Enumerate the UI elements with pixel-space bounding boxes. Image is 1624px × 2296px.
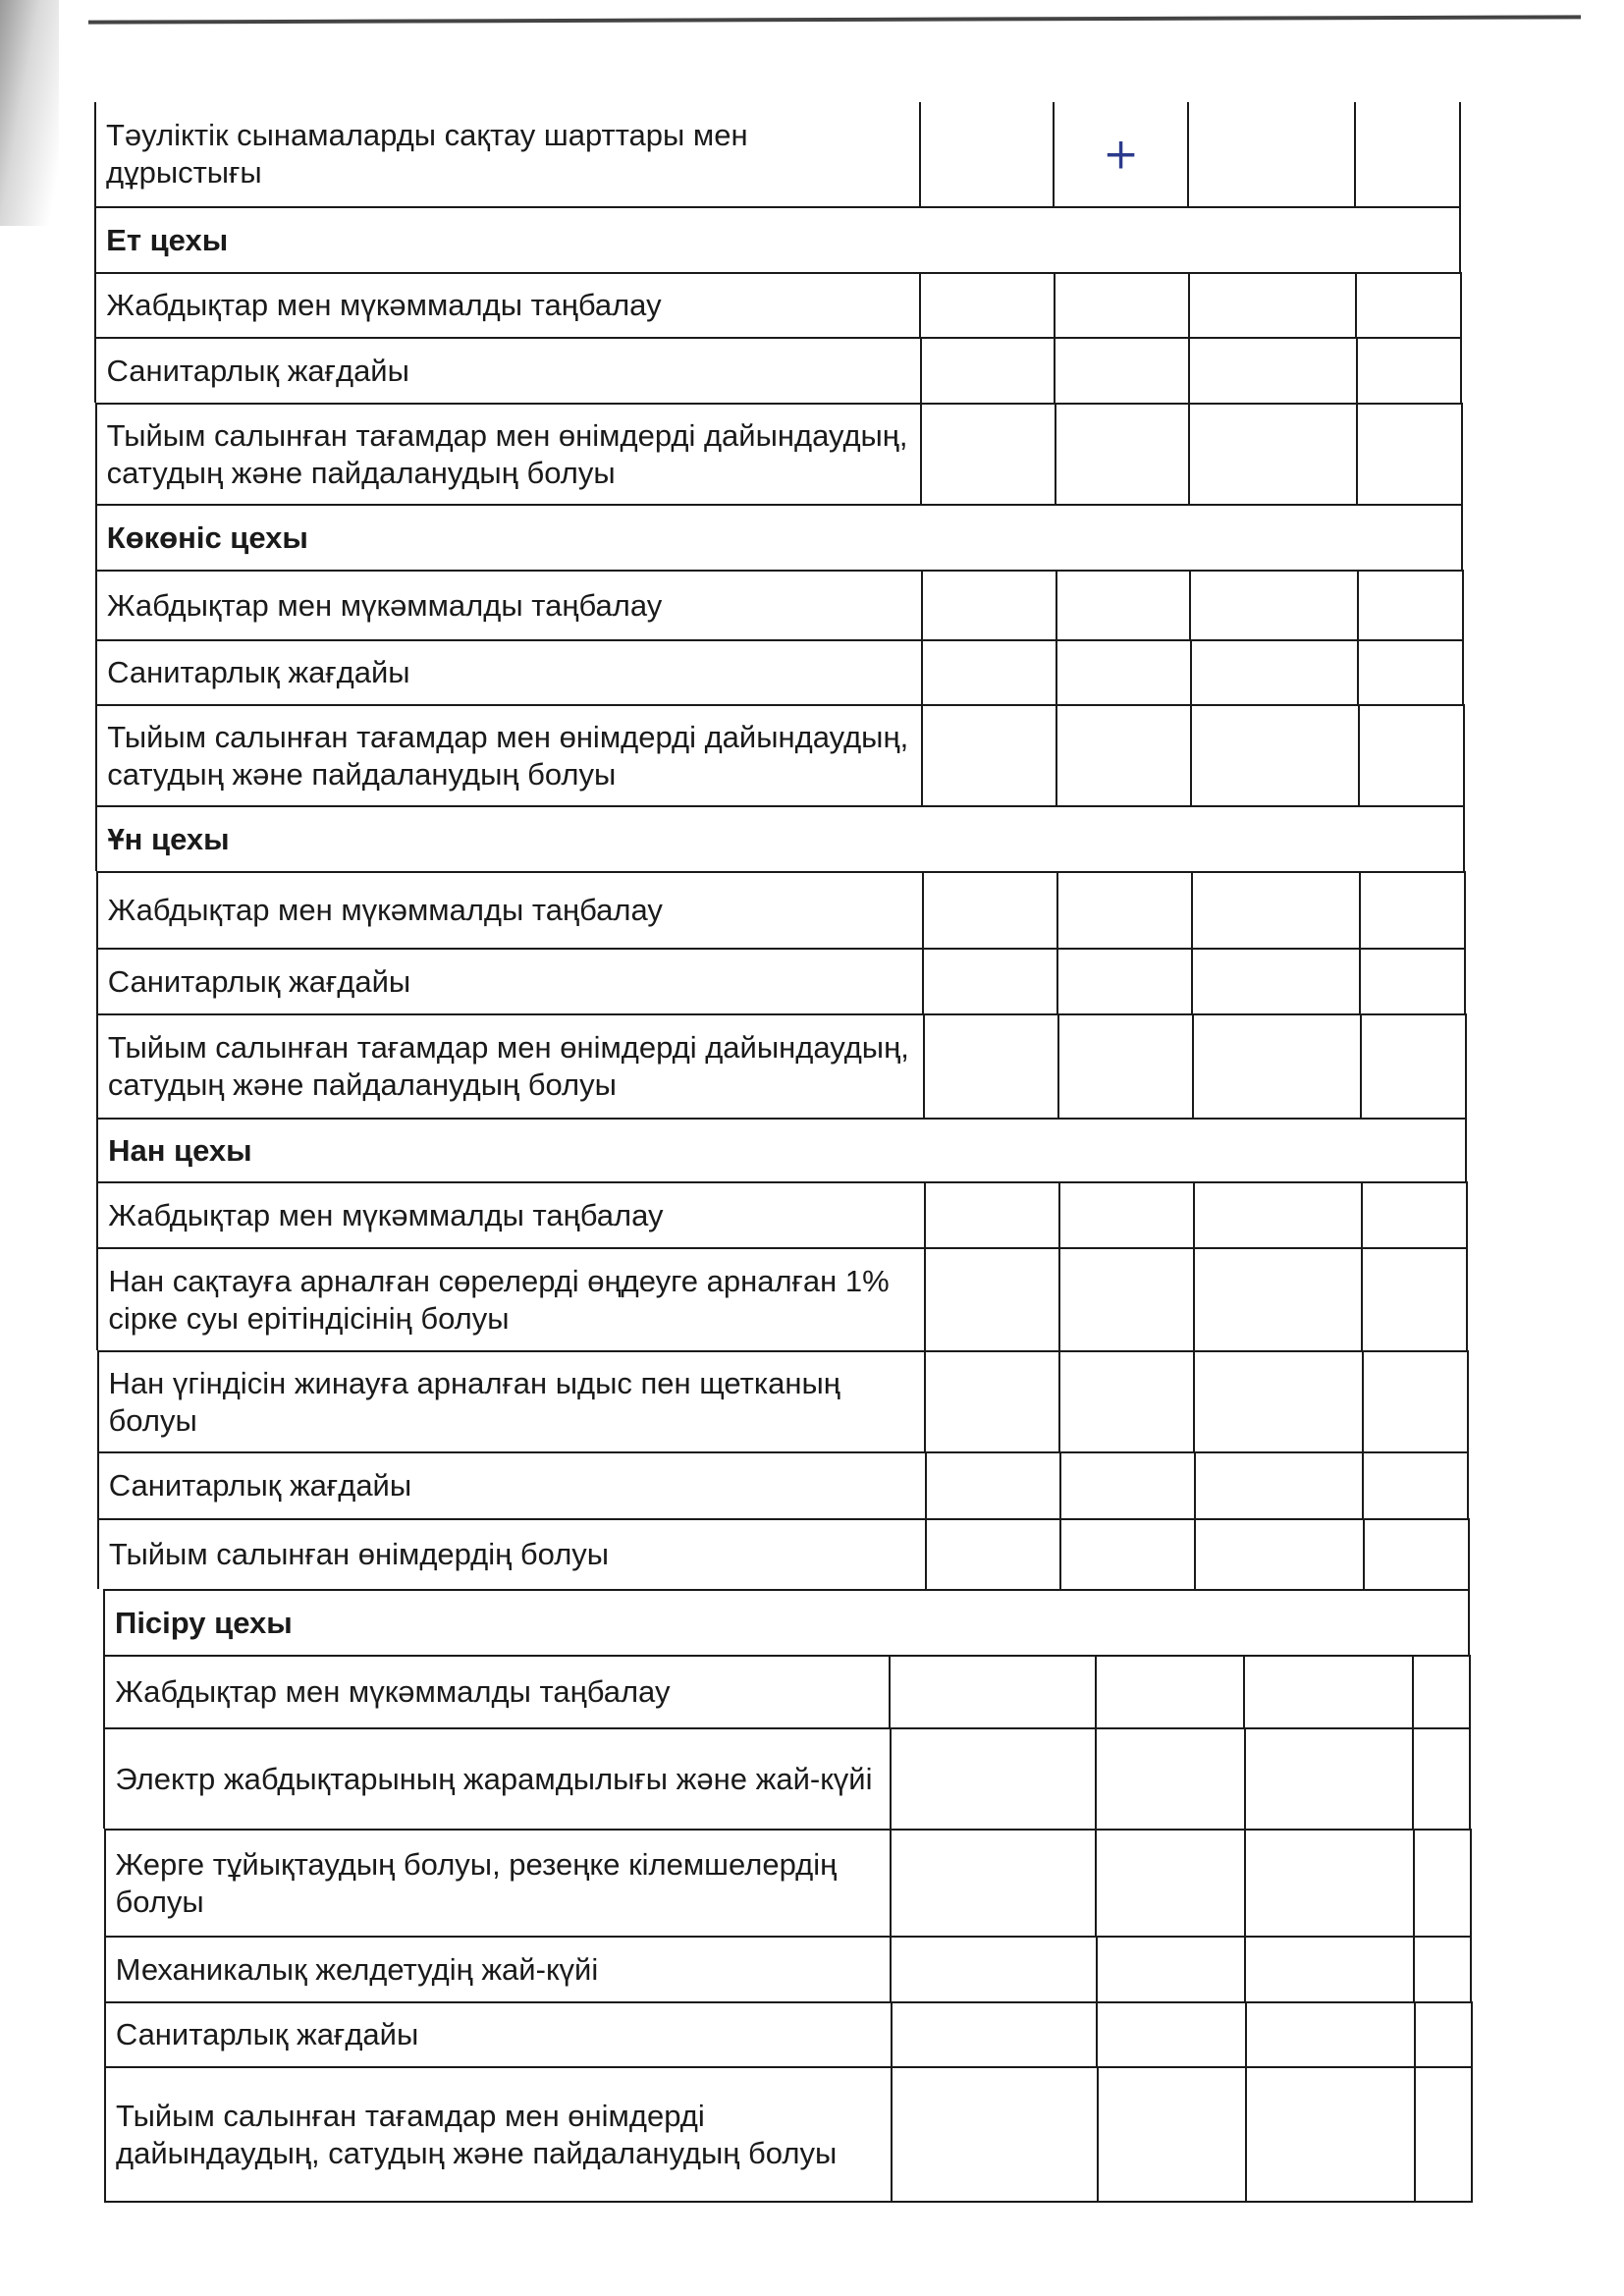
- check-cell[interactable]: [1362, 1352, 1467, 1451]
- check-cell[interactable]: [1414, 2003, 1471, 2066]
- check-cell[interactable]: [922, 950, 1056, 1013]
- table-row: [94, 272, 1462, 337]
- table-row: [104, 2066, 1473, 2203]
- table-row: [95, 639, 1464, 704]
- check-cell[interactable]: [1359, 950, 1464, 1013]
- check-cell[interactable]: [1056, 572, 1190, 639]
- check-cell[interactable]: [924, 1249, 1058, 1350]
- check-cell[interactable]: [925, 1520, 1059, 1589]
- check-cell[interactable]: [1412, 1729, 1469, 1829]
- table-row: [95, 403, 1463, 504]
- check-cell[interactable]: [1412, 1657, 1469, 1727]
- table-row: [96, 1181, 1467, 1247]
- check-cell[interactable]: [921, 572, 1056, 639]
- check-cell[interactable]: [1191, 873, 1359, 948]
- check-cell[interactable]: [1189, 572, 1357, 639]
- check-cell[interactable]: [1194, 1520, 1362, 1589]
- criterion-text: Санитарлық жағдайы: [108, 1468, 412, 1503]
- criterion-text: Тыйым салынған өнімдердің болуы: [108, 1537, 610, 1571]
- check-cell[interactable]: [1414, 2068, 1471, 2201]
- check-cell[interactable]: [1244, 1831, 1413, 1936]
- section-header-row: [94, 206, 1461, 272]
- criterion-text: Жабдықтар мен мүкәммалды таңбалау: [107, 893, 663, 927]
- check-cell[interactable]: [1056, 641, 1190, 704]
- criterion-text: Тыйым салынған тағамдар мен өнімдерді дайындаудың, сатудың және пайдаланудың болуы: [107, 719, 909, 792]
- table-row: [104, 1936, 1472, 2001]
- table-row: [94, 337, 1462, 403]
- criterion-text: Электр жабдықтарының жарамдылығы және жай-күйі: [115, 1761, 873, 1796]
- scan-shadow: [0, 0, 59, 226]
- check-cell[interactable]: [1095, 1657, 1244, 1727]
- check-cell[interactable]: [1245, 2003, 1414, 2066]
- check-cell[interactable]: [1190, 706, 1358, 805]
- check-cell[interactable]: [921, 641, 1056, 704]
- check-cell[interactable]: [1413, 1831, 1470, 1936]
- page-edge-rule: [88, 15, 1581, 24]
- handwritten-mark: +: [1103, 129, 1139, 180]
- check-cell[interactable]: [1244, 1729, 1413, 1829]
- check-cell[interactable]: [1056, 873, 1191, 948]
- table-row: [104, 1829, 1472, 1936]
- check-cell[interactable]: [889, 1657, 1094, 1727]
- check-cell[interactable]: [1059, 1520, 1194, 1589]
- section-title: Ет цехы: [106, 222, 229, 257]
- check-cell[interactable]: [920, 339, 1055, 403]
- check-cell[interactable]: [1359, 873, 1464, 948]
- table-row: [103, 1655, 1470, 1727]
- criterion-text: Жабдықтар мен мүкәммалды таңбалау: [106, 288, 662, 322]
- table-row: [96, 1247, 1468, 1350]
- table-row: [97, 1518, 1470, 1589]
- criterion-text: Жабдықтар мен мүкәммалды таңбалау: [108, 1197, 664, 1232]
- criterion-text: Жерге тұйықтаудың болуы, резеңке кілемшелердің болуы: [115, 1846, 838, 1919]
- check-cell[interactable]: [1194, 1453, 1362, 1518]
- check-cell[interactable]: [1096, 2003, 1245, 2066]
- check-cell[interactable]: [1354, 102, 1459, 206]
- criterion-text: Тыйым салынған тағамдар мен өнімдерді дайындаудың, сатудың және пайдаланудың болуы: [106, 417, 908, 490]
- check-cell[interactable]: [1193, 1183, 1361, 1247]
- table-row: [95, 704, 1465, 805]
- check-cell[interactable]: [1095, 1831, 1244, 1936]
- check-cell[interactable]: [1058, 1249, 1193, 1350]
- check-cell[interactable]: [1096, 1938, 1245, 2001]
- check-cell[interactable]: [1187, 102, 1355, 206]
- section-header-row: [95, 504, 1464, 570]
- check-cell[interactable]: [1244, 1938, 1413, 2001]
- table-row: [97, 1350, 1469, 1451]
- check-cell[interactable]: [1357, 641, 1462, 704]
- criterion-text: Тәуліктік сынамаларды сақтау шарттары мен дұрыстығы: [106, 118, 748, 190]
- table-row: [95, 570, 1464, 639]
- check-cell[interactable]: [1191, 950, 1359, 1013]
- table-row: [96, 948, 1467, 1013]
- check-cell[interactable]: [919, 274, 1054, 337]
- check-cell[interactable]: [925, 1453, 1059, 1518]
- table-row: [96, 1013, 1467, 1118]
- section-title: Ұн цехы: [107, 821, 230, 856]
- check-cell[interactable]: [1054, 274, 1188, 337]
- criterion-text: Санитарлық жағдайы: [115, 2017, 419, 2051]
- check-cell[interactable]: [1192, 1015, 1360, 1118]
- criterion-text: Нан үгіндісін жинауға арналған ыдыс пен щетканың болуы: [108, 1365, 840, 1438]
- check-cell[interactable]: [891, 2003, 1097, 2066]
- check-cell[interactable]: [1056, 706, 1190, 805]
- check-cell[interactable]: [1058, 1352, 1193, 1451]
- check-cell[interactable]: [1356, 405, 1461, 504]
- section-header-row: [95, 805, 1465, 871]
- check-cell[interactable]: [924, 1352, 1058, 1451]
- table-row: [94, 102, 1461, 206]
- section-title: Көкөніс цехы: [106, 519, 308, 555]
- criterion-text: Жабдықтар мен мүкәммалды таңбалау: [106, 587, 663, 623]
- check-cell[interactable]: [919, 102, 1054, 206]
- section-title: Пісіру цехы: [115, 1605, 293, 1640]
- criterion-text: Санитарлық жағдайы: [107, 963, 411, 999]
- check-cell[interactable]: [1056, 950, 1191, 1013]
- criterion-text: Механикалық желдетудің жай-күйі: [115, 1951, 599, 1987]
- check-cell[interactable]: [1059, 1453, 1194, 1518]
- check-cell[interactable]: [1363, 1520, 1468, 1589]
- check-cell[interactable]: [1057, 1015, 1192, 1118]
- check-cell[interactable]: [1188, 339, 1356, 403]
- section-header-row: [96, 1118, 1467, 1181]
- criterion-text: Жабдықтар мен мүкәммалды таңбалау: [115, 1674, 671, 1709]
- check-cell[interactable]: [890, 1729, 1095, 1829]
- criterion-text: Тыйым салынған тағамдар мен өнімдерді дайындаудың, сатудың және пайдаланудың болуы: [116, 2098, 838, 2170]
- check-cell[interactable]: [1095, 1729, 1244, 1829]
- section-title: Нан цехы: [108, 1132, 252, 1168]
- check-cell[interactable]: [1188, 274, 1356, 337]
- check-cell[interactable]: [1413, 1938, 1470, 2001]
- check-cell[interactable]: [920, 405, 1055, 504]
- table-row: [103, 1727, 1471, 1829]
- check-cell[interactable]: [1193, 1249, 1361, 1350]
- criterion-text: Санитарлық жағдайы: [107, 655, 410, 689]
- check-cell[interactable]: [1193, 1352, 1361, 1451]
- criterion-text: Нан сақтауға арналған сөрелерді өңдеуге арналған 1% сірке суы ерітіндісінің болуы: [108, 1263, 890, 1336]
- check-cell[interactable]: [1357, 572, 1462, 639]
- check-cell[interactable]: [924, 1183, 1058, 1247]
- check-cell[interactable]: [890, 1938, 1096, 2001]
- check-cell[interactable]: [921, 706, 1056, 805]
- check-cell[interactable]: [891, 2068, 1097, 2201]
- check-cell[interactable]: [1361, 1249, 1466, 1350]
- check-cell[interactable]: [1243, 1657, 1412, 1727]
- table-row: [97, 1451, 1469, 1518]
- check-cell[interactable]: [1188, 405, 1356, 504]
- check-cell[interactable]: [1054, 339, 1188, 403]
- check-cell[interactable]: [1360, 1015, 1465, 1118]
- criterion-text: Санитарлық жағдайы: [106, 353, 409, 388]
- check-cell[interactable]: [1097, 2068, 1246, 2201]
- check-cell[interactable]: [1058, 1183, 1193, 1247]
- check-cell[interactable]: [1245, 2068, 1414, 2201]
- section-header-row: [103, 1589, 1470, 1655]
- check-cell[interactable]: [1053, 102, 1187, 206]
- check-cell[interactable]: [1362, 1453, 1467, 1518]
- table-row: [104, 2001, 1473, 2066]
- check-cell[interactable]: [922, 873, 1056, 948]
- check-cell[interactable]: [1361, 1183, 1466, 1247]
- check-cell[interactable]: [923, 1015, 1057, 1118]
- table-row: [96, 871, 1466, 948]
- check-cell[interactable]: [1190, 641, 1358, 704]
- check-cell[interactable]: [1355, 274, 1460, 337]
- check-cell[interactable]: [890, 1831, 1096, 1936]
- check-cell[interactable]: [1358, 706, 1463, 805]
- check-cell[interactable]: [1356, 339, 1461, 403]
- criterion-text: Тыйым салынған тағамдар мен өнімдерді дайындаудың, сатудың және пайдаланудың болуы: [107, 1030, 909, 1102]
- check-cell[interactable]: [1055, 405, 1189, 504]
